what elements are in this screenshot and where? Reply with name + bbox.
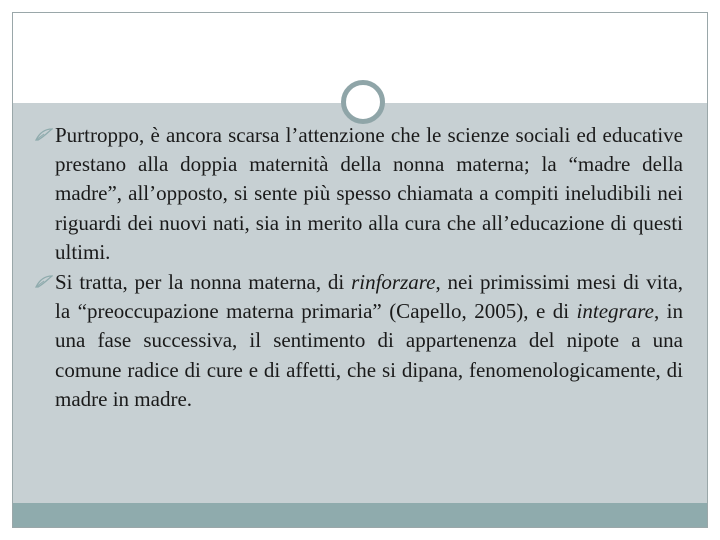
paragraph-text bbox=[55, 123, 683, 264]
text-run: , in una fase successiva, il sentimento di appartenenza del nipote a una comune radice di cure e di affetti, che si dipana, fenomenologicamente, di madre in madre. bbox=[55, 299, 683, 411]
italic-term: rinforzare bbox=[351, 270, 436, 295]
bullet-paragraph-2 bbox=[41, 268, 683, 414]
text-run: Si tratta, per la nonna materna, di bbox=[55, 270, 352, 295]
footer-bar bbox=[13, 503, 707, 527]
slide bbox=[12, 12, 708, 528]
text-run: Purtroppo, è ancora scarsa l’attenzione che le scienze sociali ed educative prestano alla doppia maternità della nonna materna; la “madre della madre”, all’opposto, si sente più spesso chiamata a compiti ineludibili nei riguardi dei nuovi nati, sia in merito alla cura che all’educazione di questi ultimi. bbox=[55, 123, 683, 264]
text-run: , nei primissimi mesi di vita, la “preoccupazione materna primaria” (Capello, 2005), e di bbox=[55, 270, 683, 324]
bullet-paragraph-1 bbox=[41, 121, 683, 267]
paragraph-text bbox=[55, 270, 683, 411]
feather-bullet-icon bbox=[35, 128, 53, 142]
feather-bullet-icon bbox=[35, 275, 53, 289]
ring-ornament-icon bbox=[341, 80, 385, 124]
italic-term: integrare bbox=[576, 299, 654, 324]
body-text bbox=[41, 121, 683, 414]
